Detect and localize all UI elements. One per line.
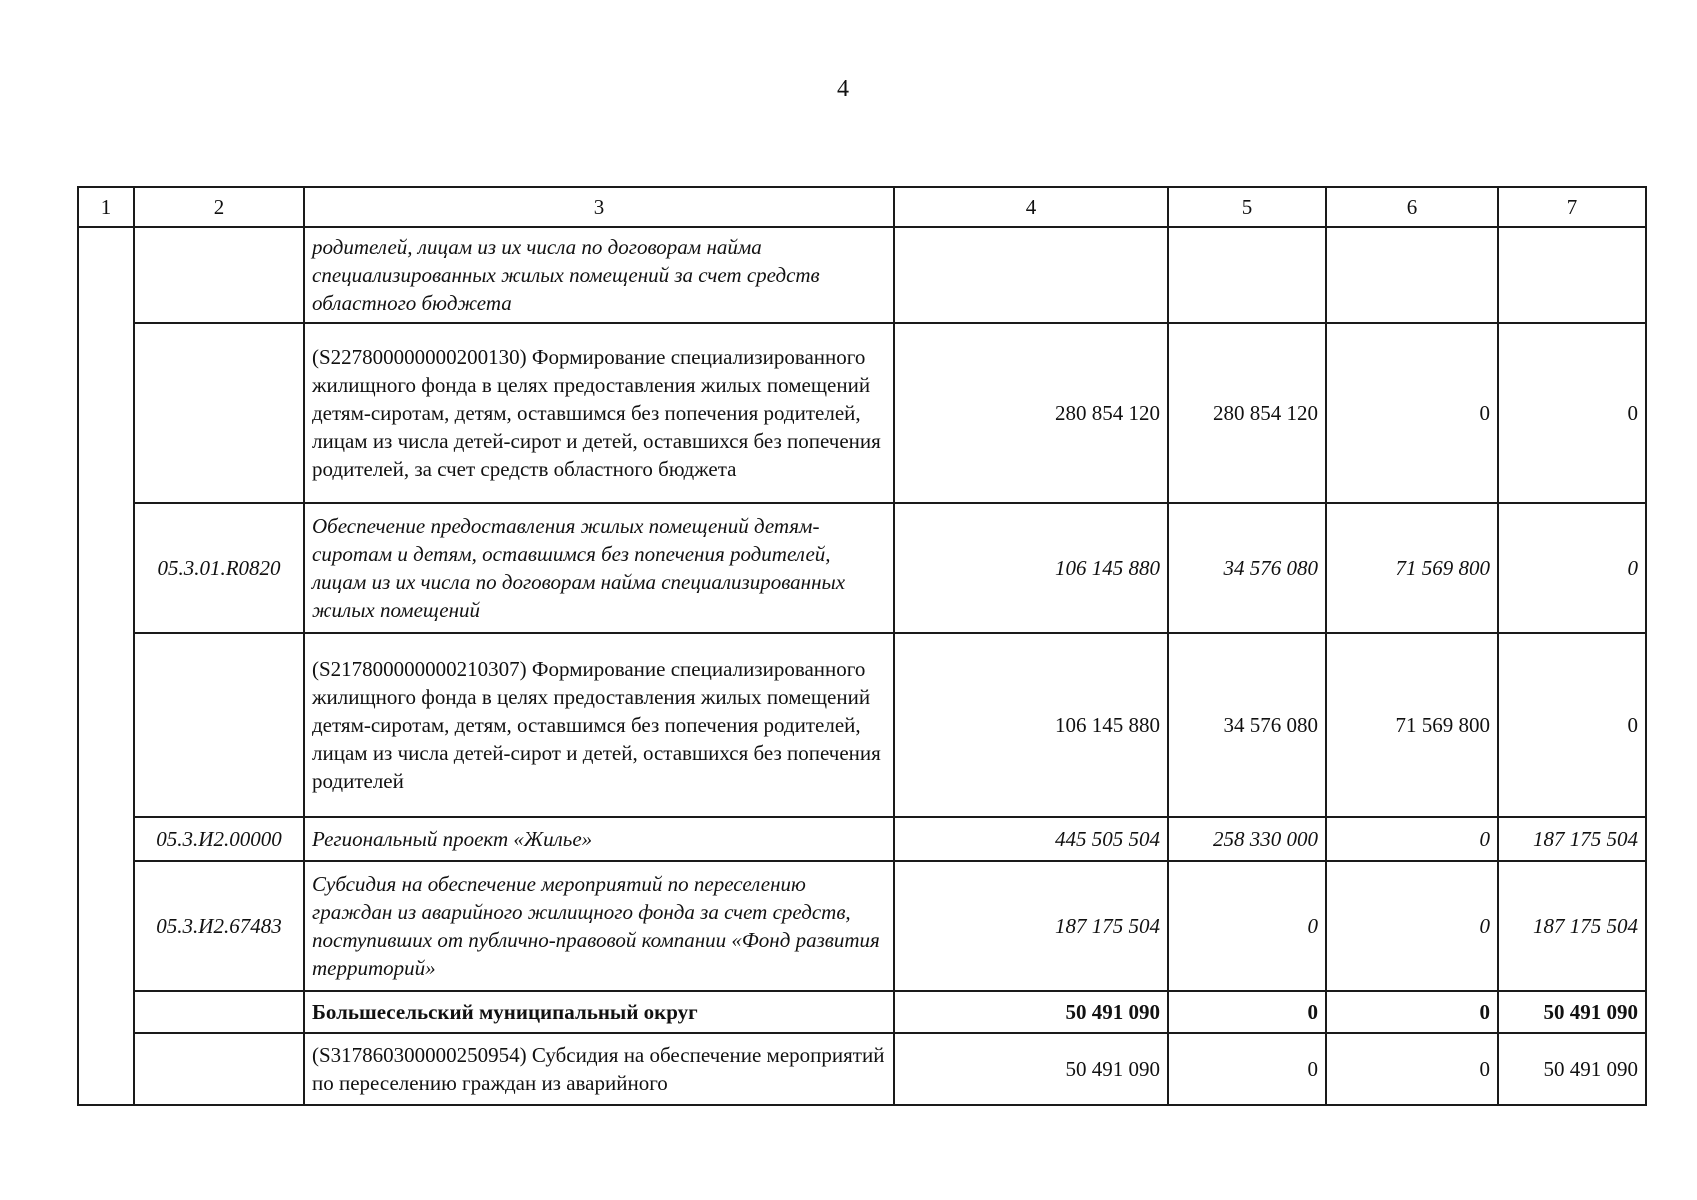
value-col-6: 0 <box>1326 991 1498 1033</box>
table-row <box>78 323 1646 503</box>
header-col-1: 1 <box>78 187 134 227</box>
expense-description: Региональный проект «Жилье» <box>304 817 894 861</box>
table-row <box>78 503 1646 633</box>
value-col-4: 106 145 880 <box>894 503 1168 633</box>
table-row <box>78 227 1646 323</box>
value-col-5 <box>1168 227 1326 323</box>
expense-description: Субсидия на обеспечение мероприятий по переселению граждан из аварийного жилищного фонда за счет средств, поступивших от публично-правовой компании «Фонд развития территорий» <box>304 861 894 991</box>
table-row <box>78 633 1646 817</box>
value-col-4: 50 491 090 <box>894 991 1168 1033</box>
budget-code: 05.3.01.R0820 <box>134 503 304 633</box>
value-col-7: 50 491 090 <box>1498 1033 1646 1105</box>
value-col-6 <box>1326 227 1498 323</box>
header-col-2: 2 <box>134 187 304 227</box>
value-col-5: 280 854 120 <box>1168 323 1326 503</box>
budget-code <box>134 1033 304 1105</box>
value-col-7: 0 <box>1498 633 1646 817</box>
expense-description: (S227800000000200130) Формирование специализированного жилищного фонда в целях предоставления жилых помещений детям-сиротам, детям, оставшимся без попечения родителей, лицам из числа детей-сирот и детей, оставшихся без попечения родителей, за счет средств областного бюджета <box>304 323 894 503</box>
value-col-7: 50 491 090 <box>1498 991 1646 1033</box>
budget-code: 05.3.И2.67483 <box>134 861 304 991</box>
expense-description: (S217800000000210307) Формирование специализированного жилищного фонда в целях предоставления жилых помещений детям-сиротам, детям, оставшимся без попечения родителей, лицам из числа детей-сирот и детей, оставшихся без попечения родителей <box>304 633 894 817</box>
header-col-7: 7 <box>1498 187 1646 227</box>
expense-description: Обеспечение предоставления жилых помещений детям-сиротам и детям, оставшимся без попечения родителей, лицам из их числа по договорам найма специализированных жилых помещений <box>304 503 894 633</box>
value-col-4 <box>894 227 1168 323</box>
budget-table <box>77 186 1647 1106</box>
value-col-7: 187 175 504 <box>1498 817 1646 861</box>
value-col-5: 0 <box>1168 1033 1326 1105</box>
value-col-4: 50 491 090 <box>894 1033 1168 1105</box>
header-col-3: 3 <box>304 187 894 227</box>
expense-description: (S317860300000250954) Субсидия на обеспечение мероприятий по переселению граждан из аварийного <box>304 1033 894 1105</box>
expense-description: Большесельский муниципальный округ <box>304 991 894 1033</box>
value-col-5: 34 576 080 <box>1168 503 1326 633</box>
value-col-6: 0 <box>1326 861 1498 991</box>
expense-description: родителей, лицам из их числа по договорам найма специализированных жилых помещений за счет средств областного бюджета <box>304 227 894 323</box>
budget-code <box>134 227 304 323</box>
page-number: 4 <box>837 76 849 102</box>
header-col-6: 6 <box>1326 187 1498 227</box>
value-col-4: 280 854 120 <box>894 323 1168 503</box>
value-col-6: 0 <box>1326 817 1498 861</box>
column-1-cell <box>78 227 134 1105</box>
table-row <box>78 1033 1646 1105</box>
value-col-4: 106 145 880 <box>894 633 1168 817</box>
value-col-5: 0 <box>1168 861 1326 991</box>
table-header-row <box>78 187 1646 227</box>
value-col-5: 0 <box>1168 991 1326 1033</box>
budget-code: 05.3.И2.00000 <box>134 817 304 861</box>
value-col-7: 187 175 504 <box>1498 861 1646 991</box>
value-col-7 <box>1498 227 1646 323</box>
value-col-6: 0 <box>1326 1033 1498 1105</box>
value-col-4: 187 175 504 <box>894 861 1168 991</box>
budget-code <box>134 991 304 1033</box>
table-row <box>78 817 1646 861</box>
value-col-6: 71 569 800 <box>1326 503 1498 633</box>
header-col-5: 5 <box>1168 187 1326 227</box>
value-col-6: 0 <box>1326 323 1498 503</box>
value-col-6: 71 569 800 <box>1326 633 1498 817</box>
table-row <box>78 861 1646 991</box>
budget-code <box>134 633 304 817</box>
value-col-4: 445 505 504 <box>894 817 1168 861</box>
value-col-5: 34 576 080 <box>1168 633 1326 817</box>
header-col-4: 4 <box>894 187 1168 227</box>
table-row <box>78 991 1646 1033</box>
budget-code <box>134 323 304 503</box>
value-col-7: 0 <box>1498 503 1646 633</box>
value-col-5: 258 330 000 <box>1168 817 1326 861</box>
value-col-7: 0 <box>1498 323 1646 503</box>
